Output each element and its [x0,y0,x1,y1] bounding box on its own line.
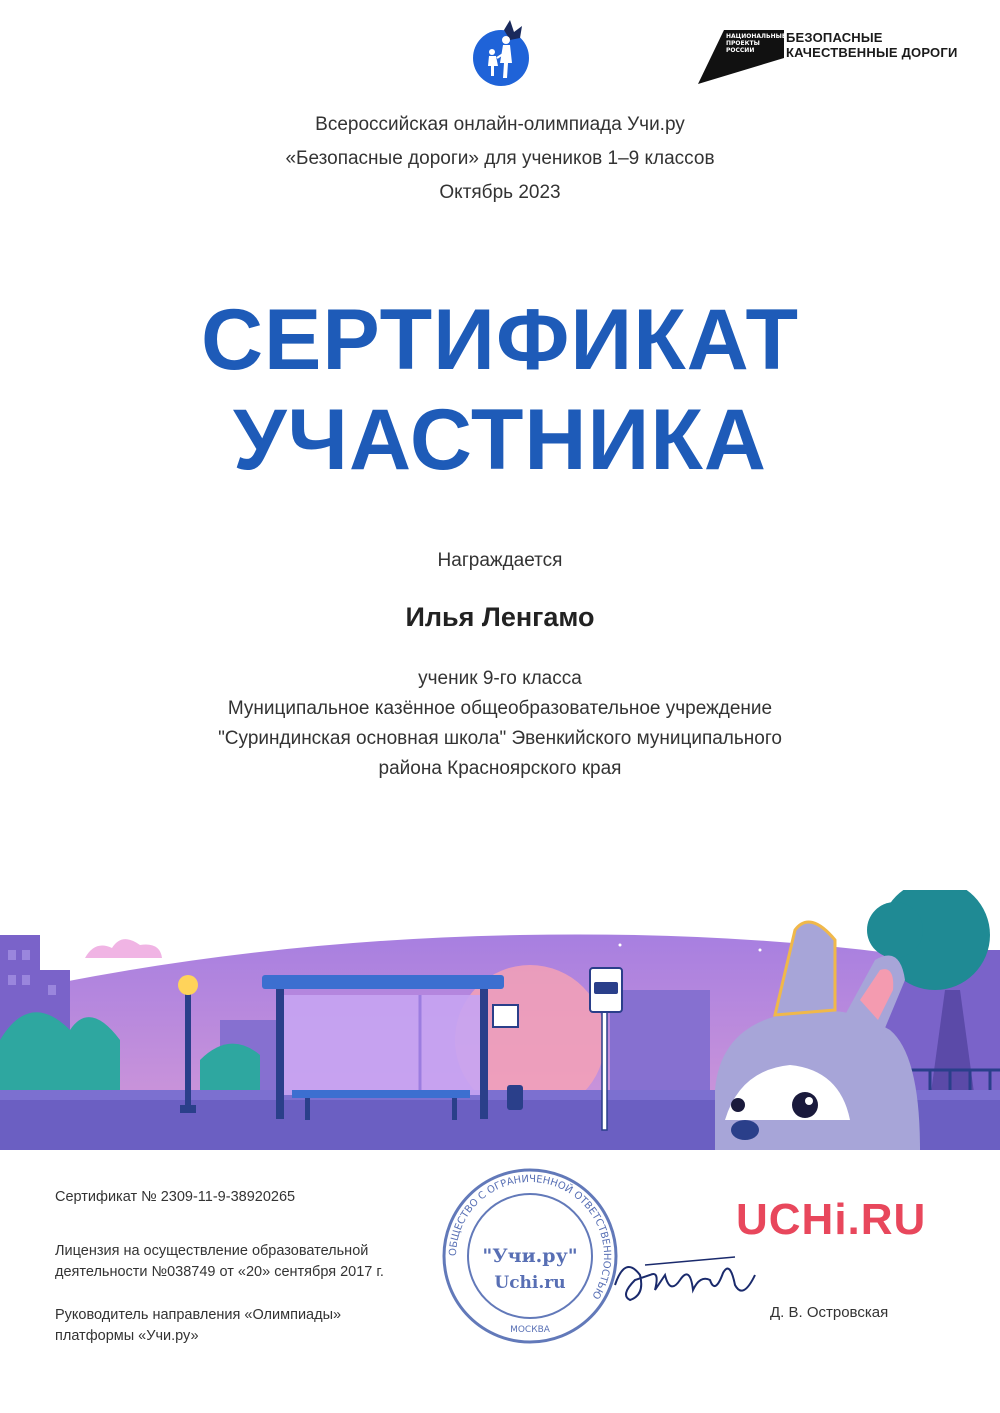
head-line: Руководитель направления «Олимпиады» [55,1307,342,1323]
signer-name: Д. В. Островская [770,1304,889,1321]
national-projects-logo [696,28,986,88]
child-pedestrian-logo [470,18,532,88]
np-small-line: ПРОЕКТЫ [726,40,760,47]
stamp-center-text2: Uchi.ru [494,1273,566,1293]
info-line: района Красноярского края [378,758,622,779]
license-line: Лицензия на осуществление образовательной [55,1243,369,1259]
stamp-bottom-text: МОСКВА [510,1325,550,1335]
np-small-line: НАЦИОНАЛЬНЫЕ [726,33,786,40]
olympiad-subtitle: «Безопасные дороги» для учеников 1–9 классов [285,148,715,169]
olympiad-date: Октябрь 2023 [439,182,561,203]
certificate-title-line1: СЕРТИФИКАТ [200,292,800,388]
np-title-line2: КАЧЕСТВЕННЫЕ ДОРОГИ [786,45,958,60]
stamp-ring-text: ОБЩЕСТВО С ОГРАНИЧЕННОЙ ОТВЕТСТВЕННОСТЬЮ [447,1173,613,1301]
awarded-label: Награждается [437,550,563,571]
head-line: платформы «Учи.ру» [55,1328,199,1344]
uchi-ru-logo: UCHi.RU [736,1195,927,1244]
company-stamp [440,1166,620,1346]
np-title-line1: БЕЗОПАСНЫЕ [786,30,883,45]
bus-stop-illustration [0,890,1000,1150]
certificate-number: Сертификат № 2309-11-9-38920265 [55,1189,296,1205]
info-line: Муниципальное казённое общеобразовательное учреждение [227,698,773,719]
recipient-name: Илья Ленгамо [405,602,595,632]
recipient-info [0,664,1000,784]
np-small-line: РОССИИ [726,47,755,54]
stamp-center-text1: "Учи.ру" [482,1245,578,1267]
license-info [55,1241,384,1283]
info-line: "Суриндинская основная школа" Эвенкийского муниципального [218,728,782,749]
license-line: деятельности №038749 от «20» сентября 2017 г. [55,1264,384,1280]
certificate-title-line2: УЧАСТНИКА [233,392,767,488]
info-line: ученик 9-го класса [418,668,582,689]
head-of-olympiads [55,1305,341,1347]
olympiad-title: Всероссийская онлайн-олимпиада Учи.ру [315,114,685,135]
signature [605,1245,765,1320]
